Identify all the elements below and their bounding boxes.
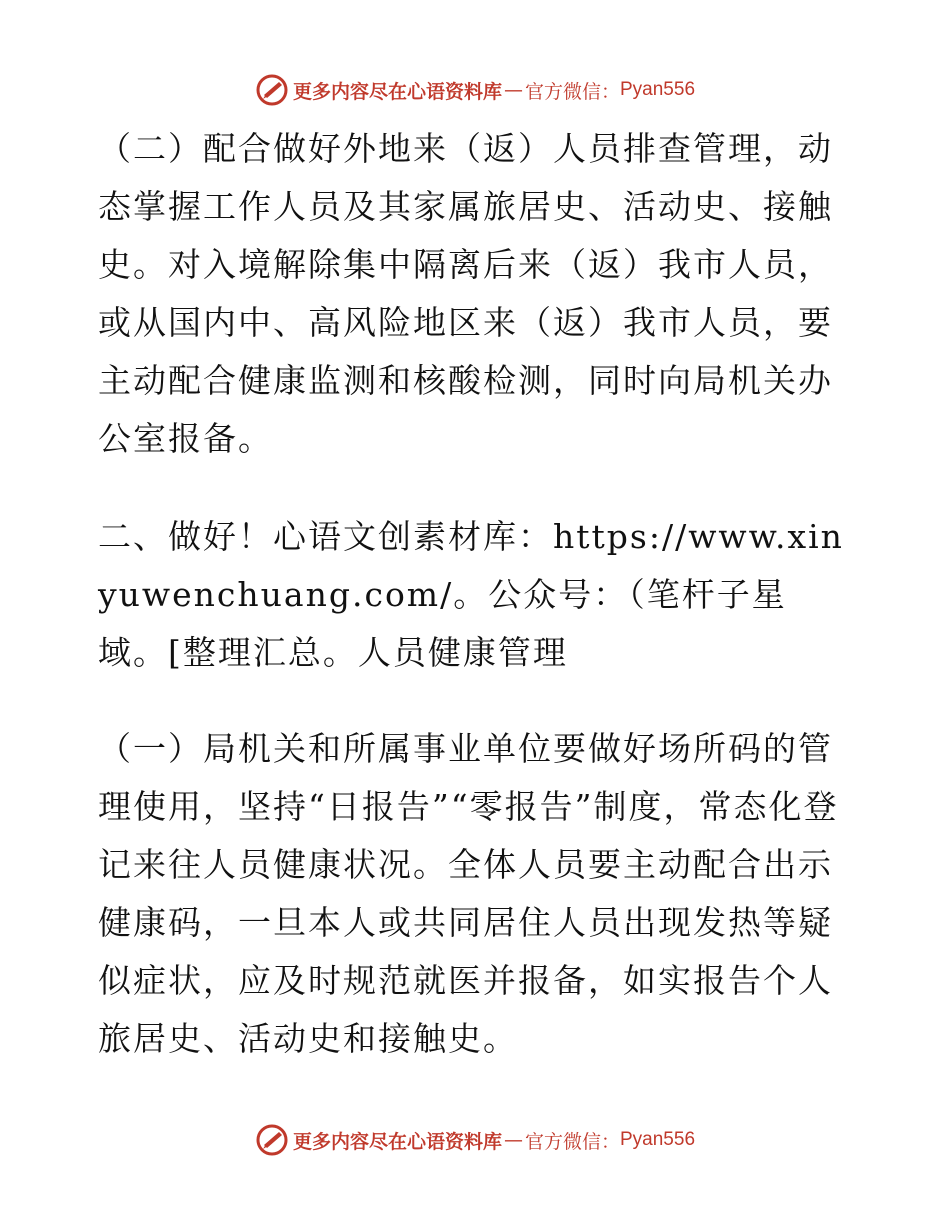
brand-logo-icon [255, 73, 289, 107]
banner-separator: — [503, 1129, 523, 1151]
banner-wechat-label: 官方微信： [524, 80, 620, 103]
banner-wechat-id: Pyan556 [620, 1129, 696, 1150]
document-body [98, 120, 854, 1068]
brand-logo-icon [255, 1123, 289, 1157]
banner-wechat-id: Pyan556 [620, 79, 696, 100]
footer-banner [0, 1120, 950, 1160]
banner-main-text: 更多内容尽在心语资料库 [292, 80, 502, 103]
paragraph-personnel-screening: （二）配合做好外地来（返）人员排查管理，动态掌握工作人员及其家属旅居史、活动史、接触史。对入境解除集中隔离后来（返）我市人员，或从国内中、高风险地区来（返）我市人员，要主动配合健康监测和核酸检测，同时向局机关办公室报备。 [98, 129, 833, 458]
header-banner [0, 70, 950, 110]
banner-separator: — [503, 79, 523, 101]
paragraph-section-two-heading: 二、做好！心语文创素材库：https://www.xinyuwenchuang.com/。公众号：（笔杆子星域。[整理汇总。人员健康管理 [98, 517, 844, 672]
banner-wechat-label: 官方微信： [524, 1130, 620, 1153]
paragraph-health-management: （一）局机关和所属事业单位要做好场所码的管理使用，坚持“日报告”“零报告”制度，常态化登记来往人员健康状况。全体人员要主动配合出示健康码，一旦本人或共同居住人员出现发热等疑似症状，应及时规范就医并报备，如实报告个人旅居史、活动史和接触史。 [98, 729, 839, 1058]
banner-main-text: 更多内容尽在心语资料库 [292, 1130, 502, 1153]
